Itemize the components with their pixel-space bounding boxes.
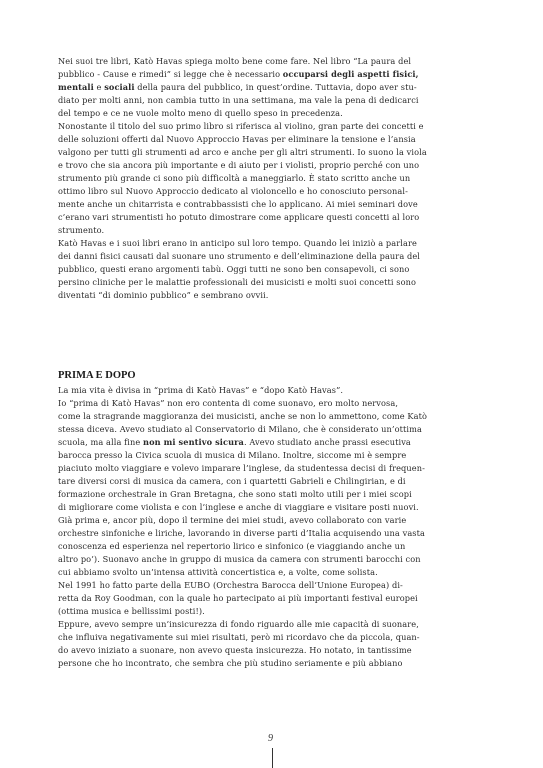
text-line: diato per molti anni, non cambia tutto in una settimana, ma vale la pena di dedicarci: [58, 95, 419, 105]
text-line: barocca presso la Civica scuola di musica di Milano. Inoltre, siccome mi è sempre: [58, 450, 407, 460]
text-line: persone che ho incontrato, che sembra che più studino seriamente e più abbiano: [58, 658, 403, 668]
bold-phrase: non mi sentivo sicura: [143, 437, 244, 447]
text-line: Eppure, avevo sempre un’insicurezza di fondo riguardo alle mie capacità di suonare,: [58, 619, 419, 629]
text-line: altro po’). Suonavo anche in gruppo di musica da camera con strumenti barocchi con: [58, 554, 421, 564]
text-line: Katò Havas e i suoi libri erano in anticipo sul loro tempo. Quando lei iniziò a parlare: [58, 238, 417, 248]
page-number: 9: [268, 733, 273, 744]
text-line: cui abbiamo svolto un’intensa attività concertistica e, a volte, come solista.: [58, 567, 378, 577]
text-line: retta da Roy Goodman, con la quale ho partecipato ai più importanti festival europei: [58, 593, 418, 603]
text-line: formazione orchestrale in Gran Bretagna, che sono stati molto utili per i miei scopi: [58, 489, 412, 499]
text-line: c’erano vari strumentisti ho potuto dimostrare come applicare questi concetti al loro: [58, 212, 420, 222]
text-line: mente anche un chitarrista e contrabbassisti che lo applicano. Ai miei seminari dove: [58, 199, 418, 209]
text-line: stessa diceva. Avevo studiato al Conservatorio di Milano, che è considerato un’ottima: [58, 424, 422, 434]
text-line: conoscenza ed esperienza nel repertorio lirico e sinfonico (e viaggiando anche un: [58, 541, 406, 551]
text-line: che influiva negativamente sui miei risultati, però mi ricordavo che da piccola, quan-: [58, 632, 420, 642]
text-line: strumento.: [58, 225, 105, 235]
text-line: La mia vita è divisa in “prima di Katò Havas” e “dopo Katò Havas”.: [58, 385, 344, 395]
text-line: do avevo iniziato a suonare, non avevo questa insicurezza. Ho notato, in tantissime: [58, 645, 412, 655]
text-line: orchestre sinfoniche e liriche, lavorando in diverse parti d’Italia acquisendo una vasta: [58, 528, 425, 538]
text-line: Già prima e, ancor più, dopo il termine dei miei studi, avevo collaborato con varie: [58, 515, 407, 525]
text-line: come la stragrande maggioranza dei musicisti, anche se non lo ammettono, come Katò: [58, 411, 427, 421]
text-line: Nonostante il titolo del suo primo libro si riferisca al violino, gran parte dei concetti e: [58, 121, 424, 131]
text-line: piaciuto molto viaggiare e volevo imparare l’inglese, da studentessa decisi di frequen-: [58, 463, 425, 473]
text-line: Io “prima di Katò Havas” non ero contenta di come suonavo, ero molto nervosa,: [58, 398, 399, 408]
text-line: persino cliniche per le malattie professionali dei musicisti e molti suoi concetti sono: [58, 277, 417, 287]
text-line: pubblico - Cause e rimedi” si legge che è necessario occuparsi degli aspetti fisici,: [58, 69, 419, 79]
bold-phrase: sociali: [104, 82, 135, 92]
paragraph-havas-books: [58, 55, 495, 302]
text-line: diventati “di dominio pubblico” e sembrano ovvii.: [58, 290, 269, 300]
text-line: Nei suoi tre libri, Katò Havas spiega molto bene come fare. Nel libro “La paura del: [58, 56, 412, 66]
text-line: Nel 1991 ho fatto parte della EUBO (Orchestra Barocca dell’Unione Europea) di-: [58, 580, 403, 590]
text-line: di migliorare come violista e con l’inglese e anche di viaggiare e visitare posti nuovi.: [58, 502, 419, 512]
text-line: valgono per tutti gli strumenti ad arco e anche per gli altri strumenti. Io suono la viola: [58, 147, 427, 157]
text-line: pubblico, questi erano argomenti tabù. Oggi tutti ne sono ben consapevoli, ci sono: [58, 264, 410, 274]
footer-divider: [272, 748, 273, 768]
section-heading: PRIMA E DOPO: [58, 370, 136, 381]
text-line: ottimo libro sul Nuovo Approccio dedicato al violoncello e ho conosciuto personal-: [58, 186, 408, 196]
text-line: (ottima musica e bellissimi posti!).: [58, 606, 205, 616]
bold-phrase: occuparsi degli aspetti fisici,: [282, 69, 419, 79]
text-line: tare diversi corsi di musica da camera, con i quartetti Gabrieli e Chilingirian, e di: [58, 476, 406, 486]
text-line: e trovo che sia ancora più importante e di aiuto per i violisti, proprio perché con uno: [58, 160, 420, 170]
text-line: scuola, ma alla fine non mi sentivo sicura. Avevo studiato anche prassi esecutiva: [58, 437, 411, 447]
bold-phrase: mentali: [58, 82, 94, 92]
text-line: del tempo e ce ne vuole molto meno di quello speso in precedenza.: [58, 108, 343, 118]
text-line: mentali e sociali della paura del pubblico, in quest’ordine. Tuttavia, dopo aver stu-: [58, 82, 417, 92]
text-line: strumento più grande ci sono più difficoltà a maneggiarlo. È stato scritto anche un: [58, 173, 411, 183]
text-line: dei danni fisici causati dal suonare uno strumento e dell’eliminazione della paura del: [58, 251, 421, 261]
paragraph-before-after: [58, 384, 495, 670]
text-line: delle soluzioni offerti dal Nuovo Approccio Havas per eliminare la tensione e l’ansia: [58, 134, 416, 144]
